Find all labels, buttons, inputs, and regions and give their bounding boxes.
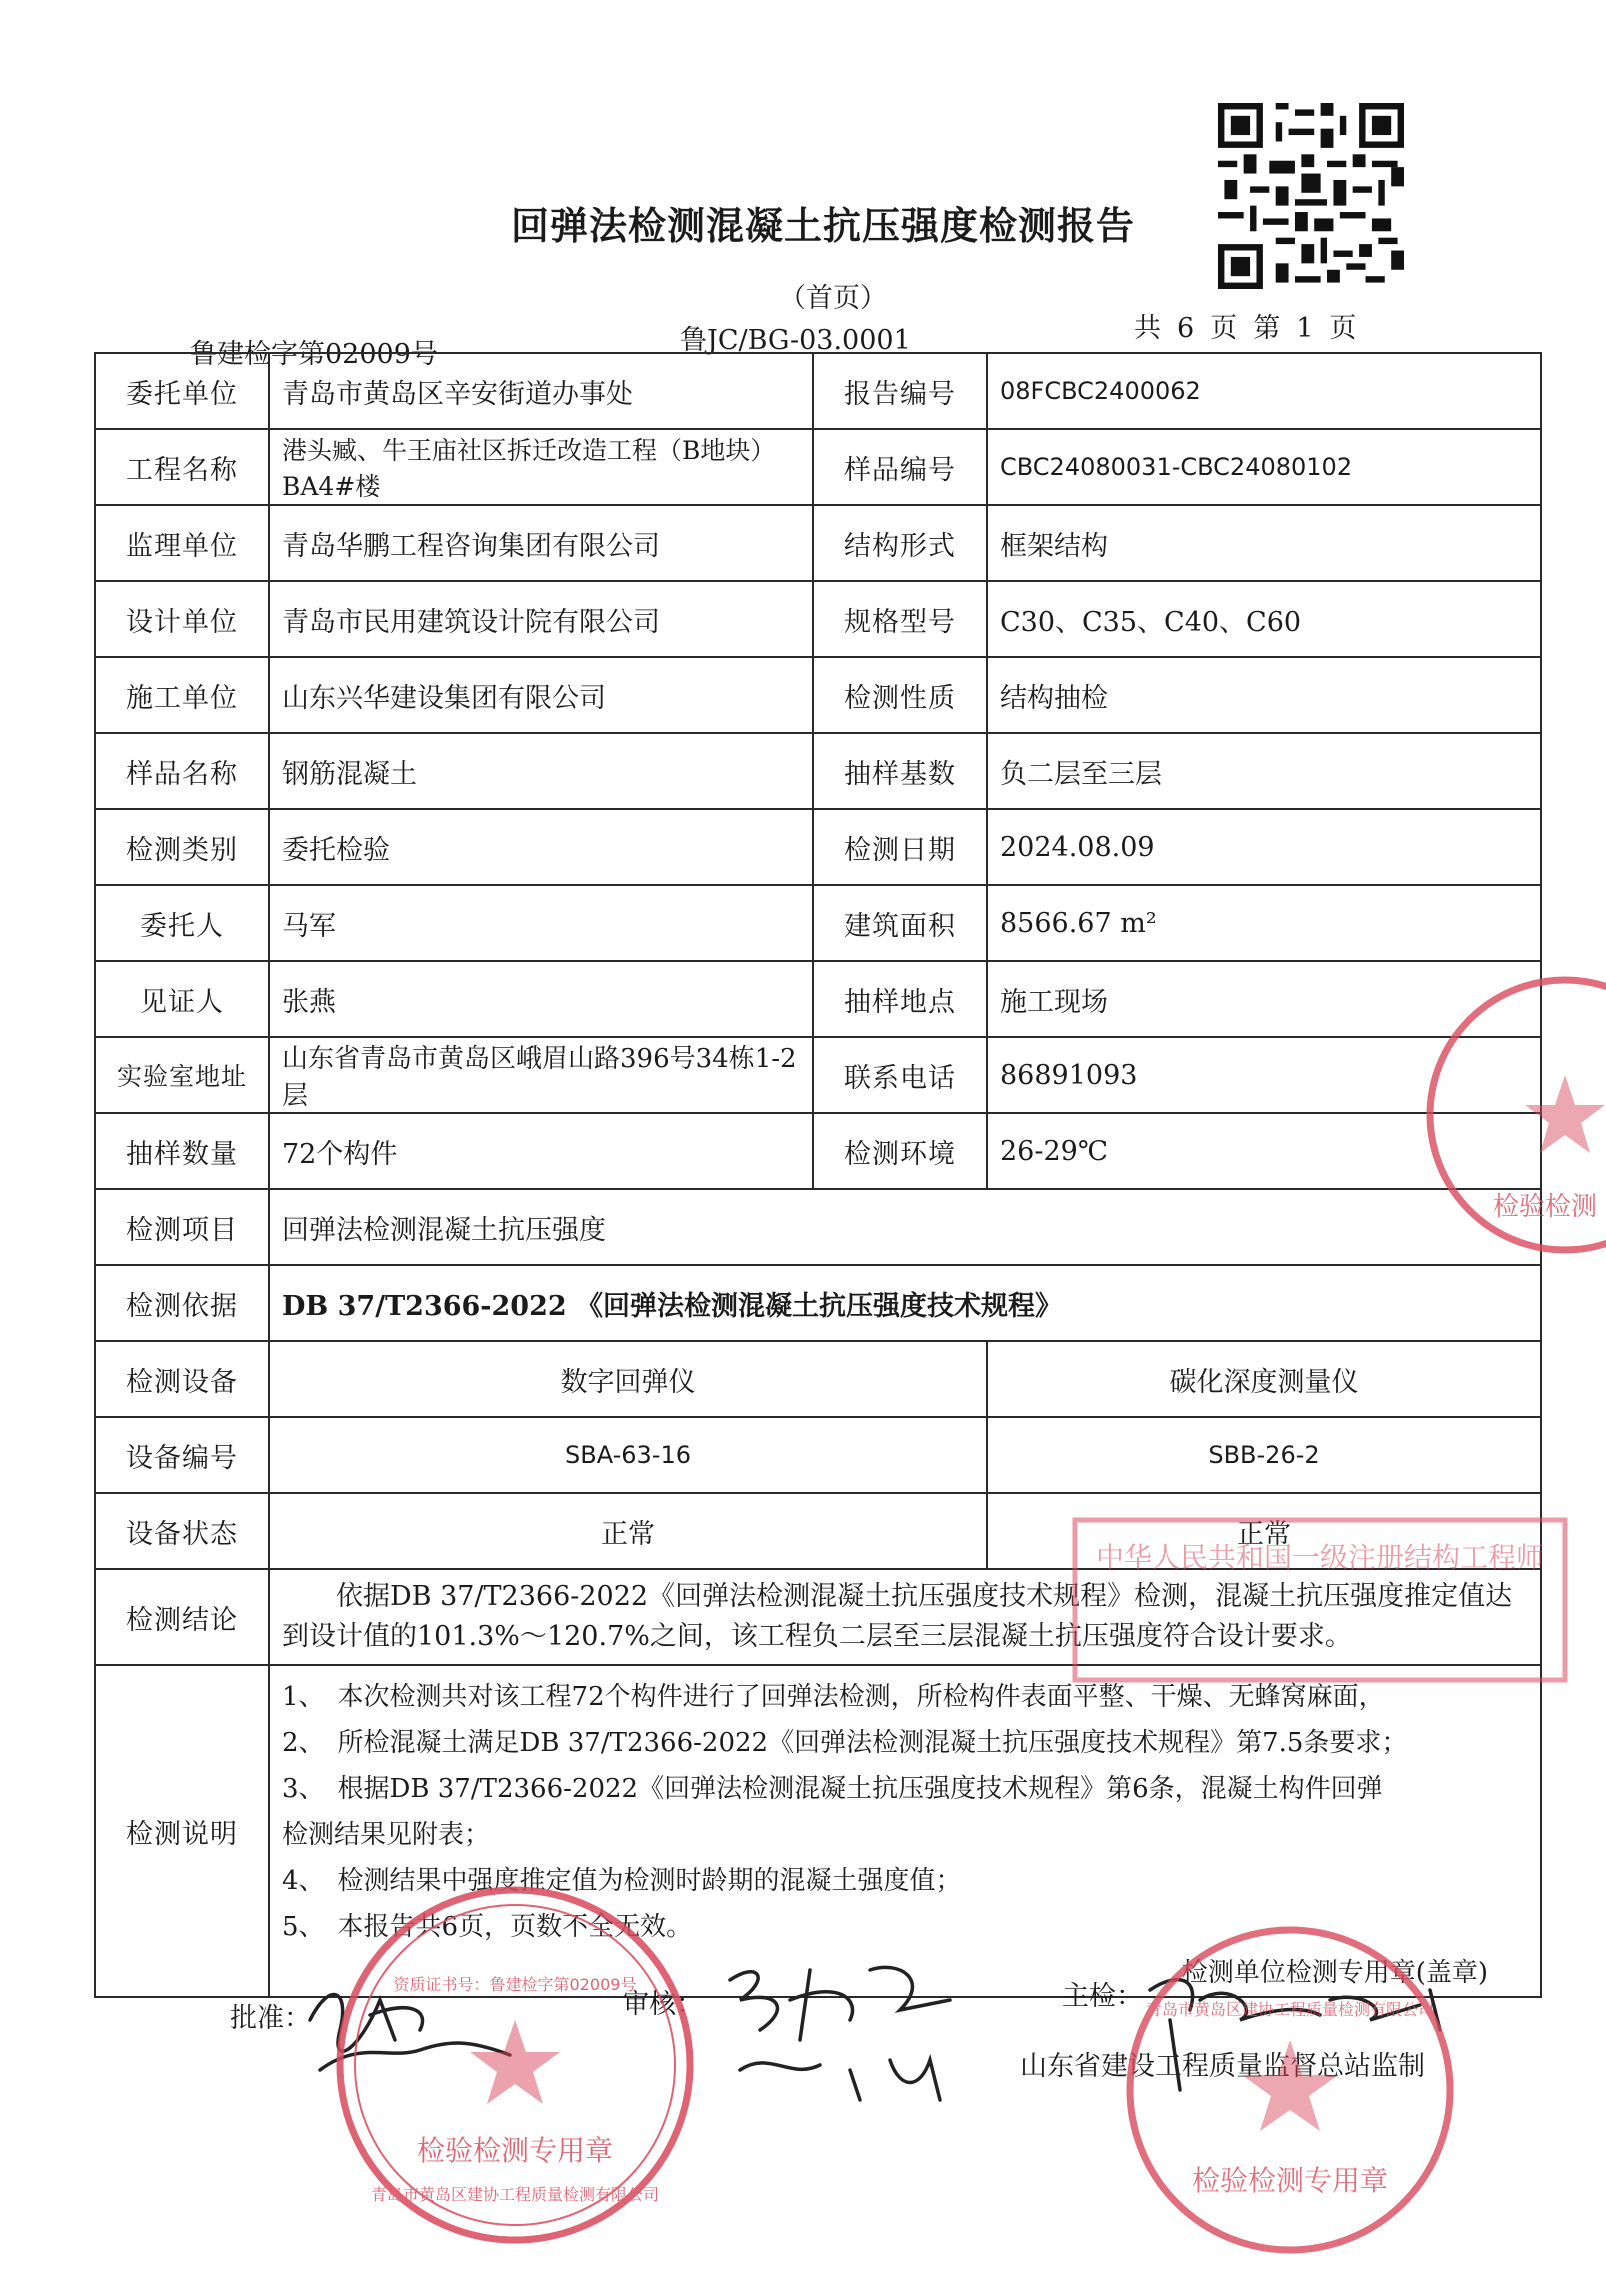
report-table <box>94 352 1545 1998</box>
entrustor-value: 马军 <box>269 885 813 961</box>
qualification-seal-org: 青岛市黄岛区建协工程质量检测有限公司 <box>370 2185 660 2204</box>
review-label: 审核： <box>622 1989 703 2020</box>
note-item: 1、 本次检测共对该工程72个构件进行了回弹法检测，所检构件表面平整、干燥、无蜂窝麻面， <box>282 1682 1385 1712</box>
report-subtitle: （首页） <box>779 283 887 314</box>
environment-label: 检测环境 <box>813 1113 987 1189</box>
qualification-seal-icon <box>330 1880 700 2250</box>
total-pages: 6 <box>1177 313 1195 344</box>
equipment-status-2-value: 正常 <box>987 1493 1541 1569</box>
current-page-suffix: 页 <box>1329 313 1357 344</box>
item-label: 检测项目 <box>95 1189 269 1265</box>
basis-value: DB 37/T2366-2022 《回弹法检测混凝土抗压强度技术规程》 <box>269 1265 1541 1341</box>
structure-value: 框架结构 <box>987 505 1541 581</box>
right-seal-text: 检验检测 <box>1492 1192 1598 1222</box>
project-label: 工程名称 <box>95 429 269 505</box>
bottom-seal-org: 青岛市黄岛区建协工程质量检测有限公司 <box>1145 2000 1435 2019</box>
equipment-1-value: 数字回弹仪 <box>269 1341 987 1417</box>
designer-value: 青岛市民用建筑设计院有限公司 <box>269 581 813 657</box>
item-value: 回弹法检测混凝土抗压强度 <box>269 1189 1541 1265</box>
conclusion-value: 依据DB 37/T2366-2022《回弹法检测混凝土抗压强度技术规程》检测，混凝土抗压强度推定值达到设计值的101.3%～120.7%之间，该工程负二层至三层混凝土抗压强度符合设计要求。 <box>269 1569 1541 1665</box>
base-value: 负二层至三层 <box>987 733 1541 809</box>
qualification-seal-text: 检验检测专用章 <box>416 2134 614 2167</box>
client-value: 青岛市黄岛区辛安街道办事处 <box>269 353 813 429</box>
area-value: 8566.67 m² <box>987 885 1541 961</box>
witness-value: 张燕 <box>269 961 813 1037</box>
supervisor-value: 青岛华鹏工程咨询集团有限公司 <box>269 505 813 581</box>
note-item: 2、 所检混凝土满足DB 37/T2366-2022《回弹法检测混凝土抗压强度技术规程》第7.5条要求； <box>282 1728 1408 1758</box>
date-value: 2024.08.09 <box>987 809 1541 885</box>
phone-label: 联系电话 <box>813 1037 987 1113</box>
equipment-label: 检测设备 <box>95 1341 269 1417</box>
equipment-status-label: 设备状态 <box>95 1493 269 1569</box>
structure-label: 结构形式 <box>813 505 987 581</box>
equipment-2-value: 碳化深度测量仪 <box>987 1341 1541 1417</box>
bottom-seal-text: 检验检测专用章 <box>1191 2164 1389 2197</box>
sample-name-value: 钢筋混凝土 <box>269 733 813 809</box>
spec-value: C30、C35、C40、C60 <box>987 581 1541 657</box>
note-item: 4、 检测结果中强度推定值为检测时龄期的混凝土强度值； <box>282 1866 962 1896</box>
note-item: 5、 本报告共6页，页数不全无效。 <box>282 1912 693 1942</box>
report-no-value: 08FCBC2400062 <box>987 353 1541 429</box>
quantity-label: 抽样数量 <box>95 1113 269 1189</box>
area-label: 建筑面积 <box>813 885 987 961</box>
inspect-label: 主检： <box>1062 1981 1143 2012</box>
equipment-no-label: 设备编号 <box>95 1417 269 1493</box>
current-page-label: 第 <box>1253 313 1281 344</box>
spec-label: 规格型号 <box>813 581 987 657</box>
environment-value: 26-29℃ <box>987 1113 1541 1189</box>
right-seal-icon <box>1415 965 1606 1265</box>
engineer-stamp-text: 中华人民共和国一级注册结构工程师 <box>1095 1541 1545 1574</box>
note-item: 检测结果见附表； <box>282 1820 491 1850</box>
phone-value: 86891093 <box>987 1037 1541 1113</box>
category-label: 检测类别 <box>95 809 269 885</box>
lab-address-value: 山东省青岛市黄岛区峨眉山路396号34栋1-2层 <box>269 1037 813 1113</box>
equipment-no-1-value: SBA-63-16 <box>269 1417 987 1493</box>
current-page: 1 <box>1296 313 1314 344</box>
date-label: 检测日期 <box>813 809 987 885</box>
designer-label: 设计单位 <box>95 581 269 657</box>
category-value: 委托检验 <box>269 809 813 885</box>
reviewer-signature-icon <box>700 1940 1000 2120</box>
form-code: 鲁JC/BG-03.0001 <box>680 325 911 356</box>
project-value: 港头臧、牛王庙社区拆迁改造工程（B地块）BA4#楼 <box>269 429 813 505</box>
report-title: 回弹法检测混凝土抗压强度检测报告 <box>510 203 1135 248</box>
supervise-label: 山东省建设工程质量监督总站监制 <box>1020 2051 1425 2082</box>
qualification-number: 鲁建检字第02009号 <box>190 339 438 370</box>
equipment-no-2-value: SBB-26-2 <box>987 1417 1541 1493</box>
builder-value: 山东兴华建设集团有限公司 <box>269 657 813 733</box>
approve-label: 批准： <box>230 2003 311 2034</box>
site-label: 抽样地点 <box>813 961 987 1037</box>
entrustor-label: 委托人 <box>95 885 269 961</box>
witness-label: 见证人 <box>95 961 269 1037</box>
nature-label: 检测性质 <box>813 657 987 733</box>
sample-no-value: CBC24080031-CBC24080102 <box>987 429 1541 505</box>
nature-value: 结构抽检 <box>987 657 1541 733</box>
base-label: 抽样基数 <box>813 733 987 809</box>
stamp-note: 检测单位检测专用章(盖章) <box>1181 1958 1488 1988</box>
notes-label: 检测说明 <box>95 1665 269 1997</box>
total-pages-label: 共 <box>1134 313 1161 344</box>
client-label: 委托单位 <box>95 353 269 429</box>
builder-label: 施工单位 <box>95 657 269 733</box>
basis-label: 检测依据 <box>95 1265 269 1341</box>
note-item: 3、 根据DB 37/T2366-2022《回弹法检测混凝土抗压强度技术规程》第6条，混凝土构件回弹 <box>282 1774 1383 1804</box>
report-no-label: 报告编号 <box>813 353 987 429</box>
qualification-seal-no: 资质证书号：鲁建检字第02009号 <box>393 1975 637 1994</box>
lab-address-label: 实验室地址 <box>95 1037 269 1113</box>
page-counter <box>1126 306 1364 345</box>
total-pages-suffix: 页 <box>1210 313 1238 344</box>
engineer-stamp-icon <box>1070 1515 1570 1685</box>
conclusion-label: 检测结论 <box>95 1569 269 1665</box>
site-value: 施工现场 <box>987 961 1541 1037</box>
quantity-value: 72个构件 <box>269 1113 813 1189</box>
sample-name-label: 样品名称 <box>95 733 269 809</box>
sample-no-label: 样品编号 <box>813 429 987 505</box>
equipment-status-1-value: 正常 <box>269 1493 987 1569</box>
supervisor-label: 监理单位 <box>95 505 269 581</box>
bottom-seal-icon <box>1120 1920 1460 2260</box>
